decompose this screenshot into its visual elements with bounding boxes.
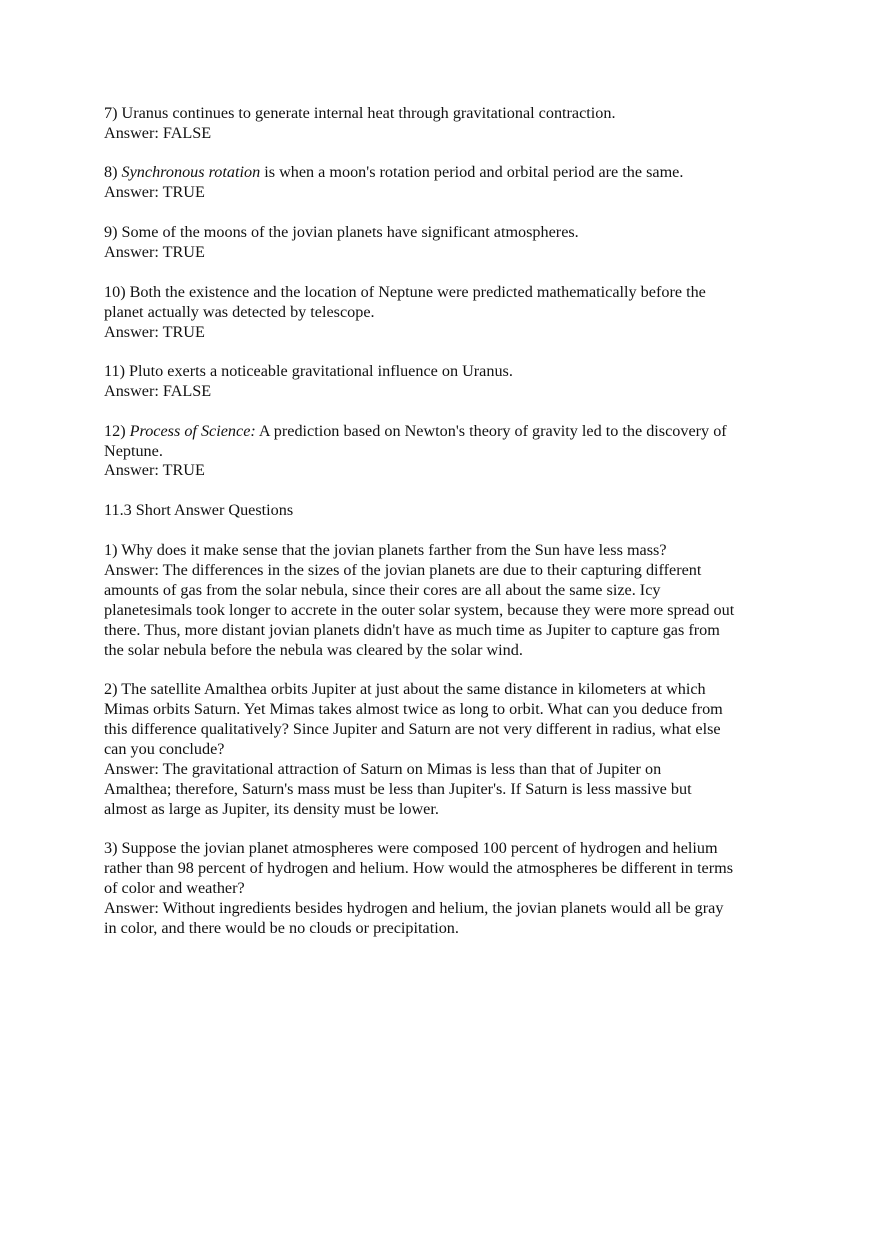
question-8-text: is when a moon's rotation period and orbital period are the same.: [260, 163, 684, 181]
sa-answer-2-line: Answer: The gravitational attraction of Saturn on Mimas is less than that of Jupiter on: [104, 760, 662, 778]
sa-question-2-line: Mimas orbits Saturn. Yet Mimas takes almost twice as long to orbit. What can you deduce from: [104, 700, 723, 718]
question-12-line-1: [104, 422, 794, 442]
answer-7: Answer: FALSE: [104, 124, 212, 142]
sa-answer-3-line: Answer: Without ingredients besides hydrogen and helium, the jovian planets would all be gray: [104, 899, 724, 917]
question-11: 11) Pluto exerts a noticeable gravitational influence on Uranus.: [104, 362, 513, 380]
answer-10: Answer: TRUE: [104, 323, 205, 341]
sa-question-3-line: rather than 98 percent of hydrogen and helium. How would the atmospheres be different in terms: [104, 859, 734, 877]
answer-11: Answer: FALSE: [104, 382, 212, 400]
sa-answer-1-line: amounts of gas from the solar nebula, since their cores are all about the same size. Icy: [104, 581, 661, 599]
question-10-line-2: planet actually was detected by telescope.: [104, 303, 375, 321]
sa-question-1: 1) Why does it make sense that the jovian planets farther from the Sun have less mass?: [104, 541, 667, 559]
sa-answer-1-line: there. Thus, more distant jovian planets didn't have as much time as Jupiter to capture gas from: [104, 621, 720, 639]
question-8: [104, 163, 794, 183]
sa-answer-1-line: Answer: The differences in the sizes of the jovian planets are due to their capturing different: [104, 561, 702, 579]
answer-9: Answer: TRUE: [104, 243, 205, 261]
question-12-term: Process of Science:: [129, 422, 256, 440]
question-12-text: A prediction based on Newton's theory of gravity led to the discovery of: [255, 422, 727, 440]
sa-answer-2-line: almost as large as Jupiter, its density must be lower.: [104, 800, 439, 818]
question-8-term: Synchronous rotation: [121, 163, 261, 181]
sa-question-3-line: of color and weather?: [104, 879, 245, 897]
question-9: 9) Some of the moons of the jovian planets have significant atmospheres.: [104, 223, 579, 241]
sa-answer-3-line: in color, and there would be no clouds or precipitation.: [104, 919, 459, 937]
section-heading: 11.3 Short Answer Questions: [104, 501, 294, 519]
question-12-number: 12): [104, 422, 130, 440]
sa-question-2-line: can you conclude?: [104, 740, 225, 758]
sa-answer-2-line: Amalthea; therefore, Saturn's mass must be less than Jupiter's. If Saturn is less massive but: [104, 780, 692, 798]
sa-question-2-line: this difference qualitatively? Since Jupiter and Saturn are not very different in radius, what else: [104, 720, 721, 738]
question-12-line-2: Neptune.: [104, 442, 163, 460]
answer-8: Answer: TRUE: [104, 183, 205, 201]
sa-question-2-line: 2) The satellite Amalthea orbits Jupiter at just about the same distance in kilometers at which: [104, 680, 706, 698]
question-8-number: 8): [104, 163, 122, 181]
sa-answer-1-line: planetesimals took longer to accrete in the outer solar system, because they were more spread out: [104, 601, 735, 619]
question-7: 7) Uranus continues to generate internal heat through gravitational contraction.: [104, 104, 616, 122]
sa-answer-1-line: the solar nebula before the nebula was cleared by the solar wind.: [104, 641, 523, 659]
answer-12: Answer: TRUE: [104, 461, 205, 479]
sa-question-3-line: 3) Suppose the jovian planet atmospheres were composed 100 percent of hydrogen and helium: [104, 839, 718, 857]
question-10-line-1: 10) Both the existence and the location of Neptune were predicted mathematically before the: [104, 283, 706, 301]
